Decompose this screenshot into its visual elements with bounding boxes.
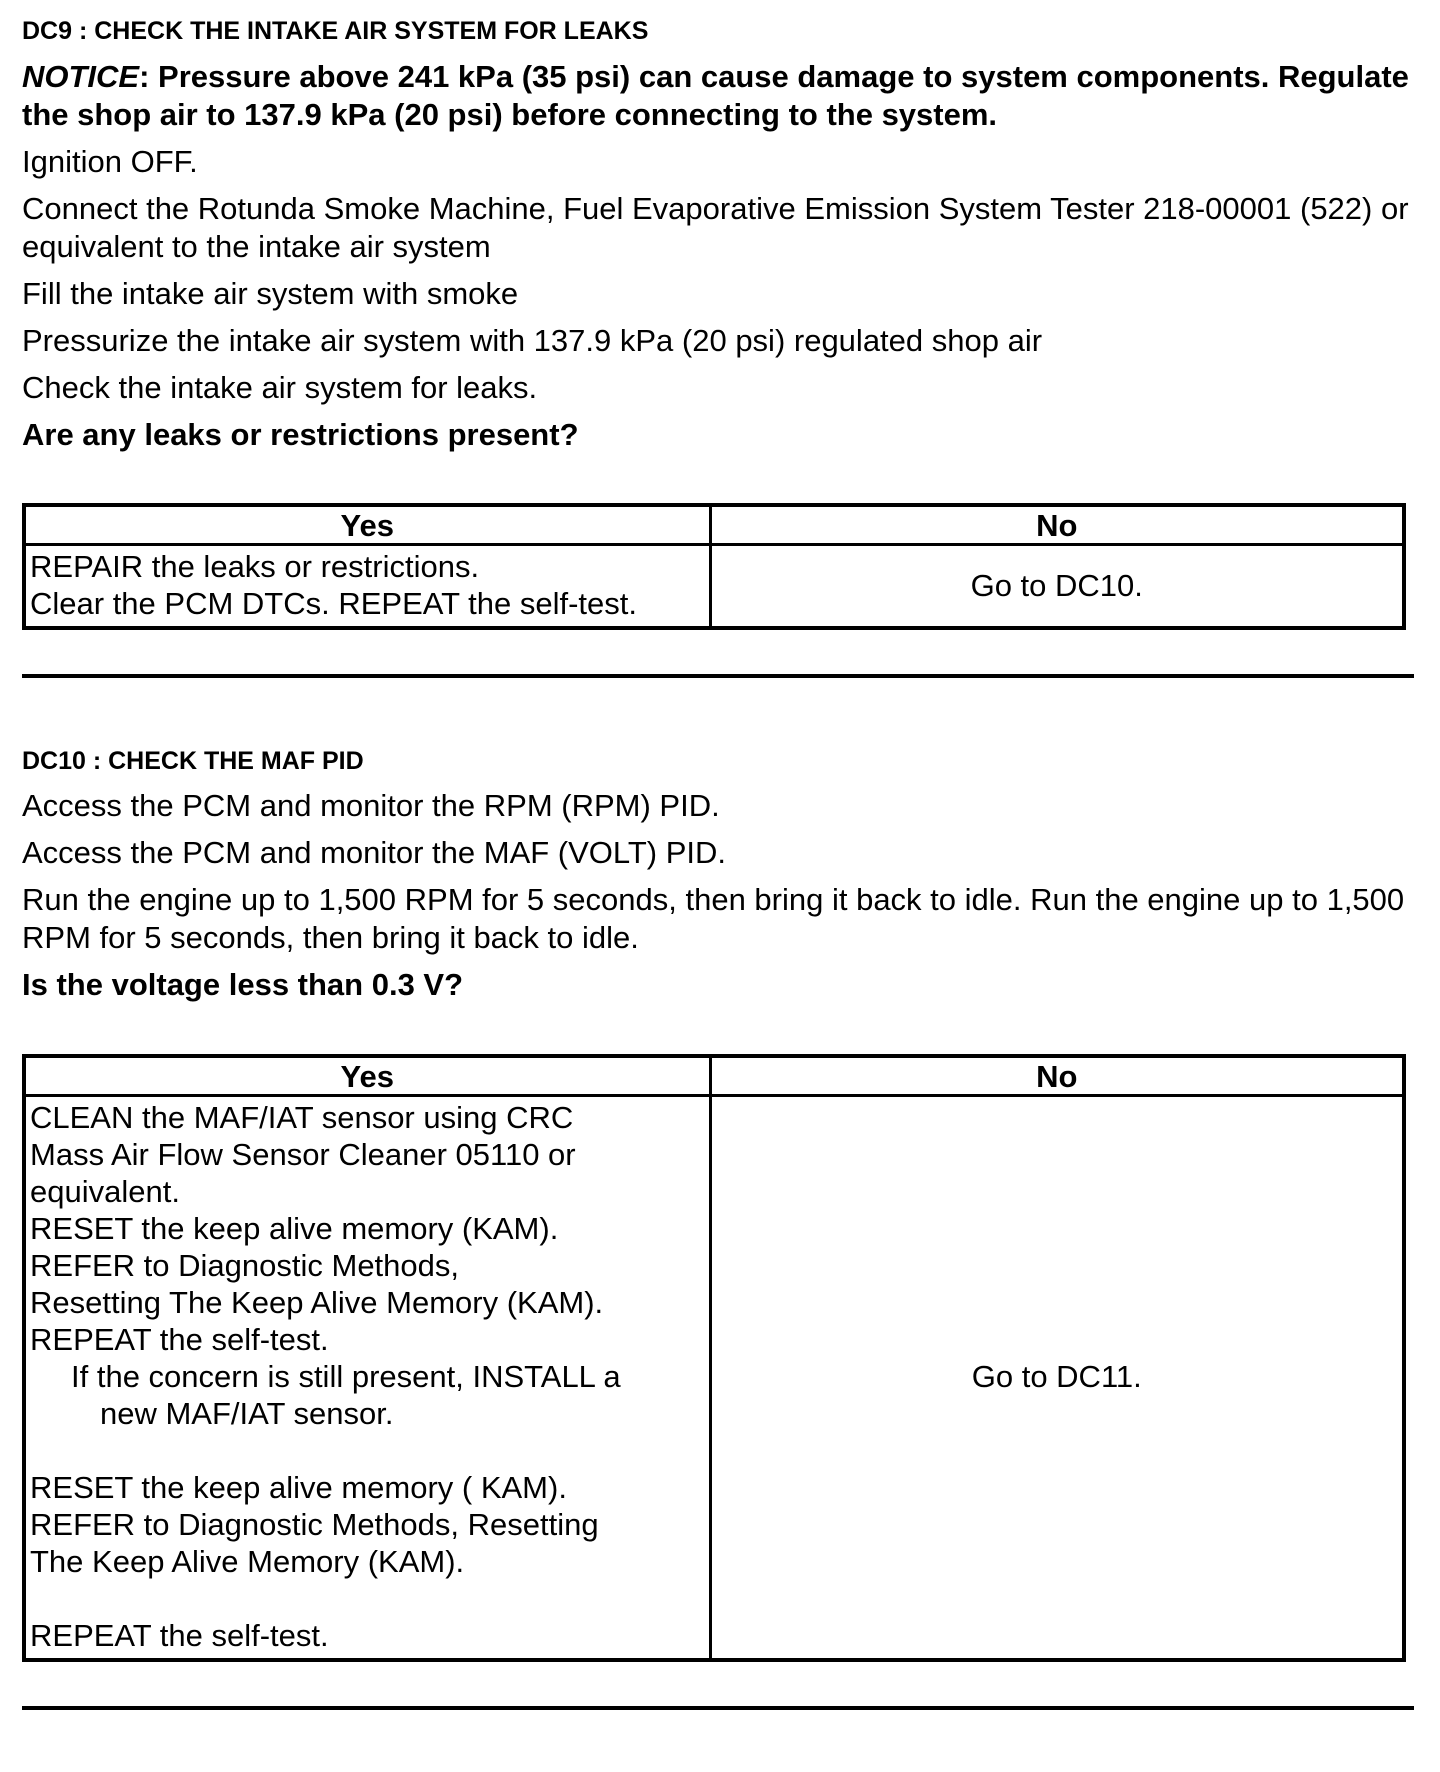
dc10-yes-line-7: REPEAT the self-test.	[30, 1322, 329, 1357]
dc9-section	[22, 14, 1414, 678]
dc10-yes-line-5: REFER to Diagnostic Methods,	[30, 1248, 460, 1283]
dc10-question: Is the voltage less than 0.3 V?	[22, 967, 464, 1002]
notice-label: NOTICE	[22, 59, 140, 94]
dc10-step-3: Run the engine up to 1,500 RPM for 5 seconds, then bring it back to idle. Run the engine up to 1,500 RPM for 5 seconds, then bring it back to idle.	[22, 882, 1405, 955]
notice-text: : Pressure above 241 kPa (35 psi) can cause damage to system components. Regulate the shop air to 137.9 kPa (20 psi) before connecting to the system.	[22, 59, 1409, 132]
dc9-result-table	[22, 503, 1406, 630]
dc10-yes-line-12: The Keep Alive Memory (KAM).	[30, 1544, 465, 1579]
dc10-step-2: Access the PCM and monitor the MAF (VOLT) PID.	[22, 835, 727, 870]
dc10-yes-line-13: REPEAT the self-test.	[30, 1618, 329, 1653]
section-divider	[22, 1706, 1414, 1710]
dc9-notice	[22, 58, 1414, 134]
dc9-yes-cell	[24, 545, 710, 629]
dc10-yes-line-6: Resetting The Keep Alive Memory (KAM).	[30, 1285, 604, 1320]
spacer	[30, 1432, 705, 1469]
dc10-title: DC10 : CHECK THE MAF PID	[22, 747, 364, 775]
dc10-yes-line-3: equivalent.	[30, 1174, 180, 1209]
dc10-yes-cell	[24, 1096, 710, 1661]
table-header-row	[24, 1056, 1404, 1096]
dc10-section	[22, 744, 1414, 1710]
dc9-step-4: Pressurize the intake air system with 137.9 kPa (20 psi) regulated shop air	[22, 323, 1043, 358]
dc9-yes-line-1: REPAIR the leaks or restrictions.	[30, 549, 480, 584]
yes-header: Yes	[24, 1056, 710, 1096]
table-row	[24, 1096, 1404, 1661]
dc10-result-table	[22, 1054, 1406, 1662]
dc10-no-cell: Go to DC11.	[710, 1096, 1404, 1661]
table-row	[24, 545, 1404, 629]
dc9-step-3: Fill the intake air system with smoke	[22, 276, 519, 311]
dc10-yes-line-4: RESET the keep alive memory (KAM).	[30, 1211, 559, 1246]
dc10-yes-line-8: If the concern is still present, INSTALL a	[71, 1359, 621, 1394]
no-header: No	[710, 505, 1404, 545]
document-page	[22, 14, 1414, 1710]
dc9-title: DC9 : CHECK THE INTAKE AIR SYSTEM FOR LEAKS	[22, 17, 649, 45]
dc9-no-cell: Go to DC10.	[710, 545, 1404, 629]
dc9-step-5: Check the intake air system for leaks.	[22, 370, 538, 405]
dc9-step-1: Ignition OFF.	[22, 144, 198, 179]
dc9-yes-line-2: Clear the PCM DTCs. REPEAT the self-test.	[30, 586, 637, 621]
spacer	[30, 1580, 705, 1617]
dc10-yes-line-10: RESET the keep alive memory ( KAM).	[30, 1470, 567, 1505]
dc10-yes-line-9: new MAF/IAT sensor.	[100, 1396, 394, 1431]
no-header: No	[710, 1056, 1404, 1096]
dc10-yes-line-2: Mass Air Flow Sensor Cleaner 05110 or	[30, 1137, 576, 1172]
dc10-step-1: Access the PCM and monitor the RPM (RPM) PID.	[22, 788, 720, 823]
dc10-yes-line-11: REFER to Diagnostic Methods, Resetting	[30, 1507, 599, 1542]
dc9-question: Are any leaks or restrictions present?	[22, 417, 579, 452]
yes-header: Yes	[24, 505, 710, 545]
dc10-yes-line-1: CLEAN the MAF/IAT sensor using CRC	[30, 1100, 574, 1135]
dc9-step-2: Connect the Rotunda Smoke Machine, Fuel Evaporative Emission System Tester 218-00001 (522) or equivalent to the intake air system	[22, 191, 1409, 264]
table-header-row	[24, 505, 1404, 545]
